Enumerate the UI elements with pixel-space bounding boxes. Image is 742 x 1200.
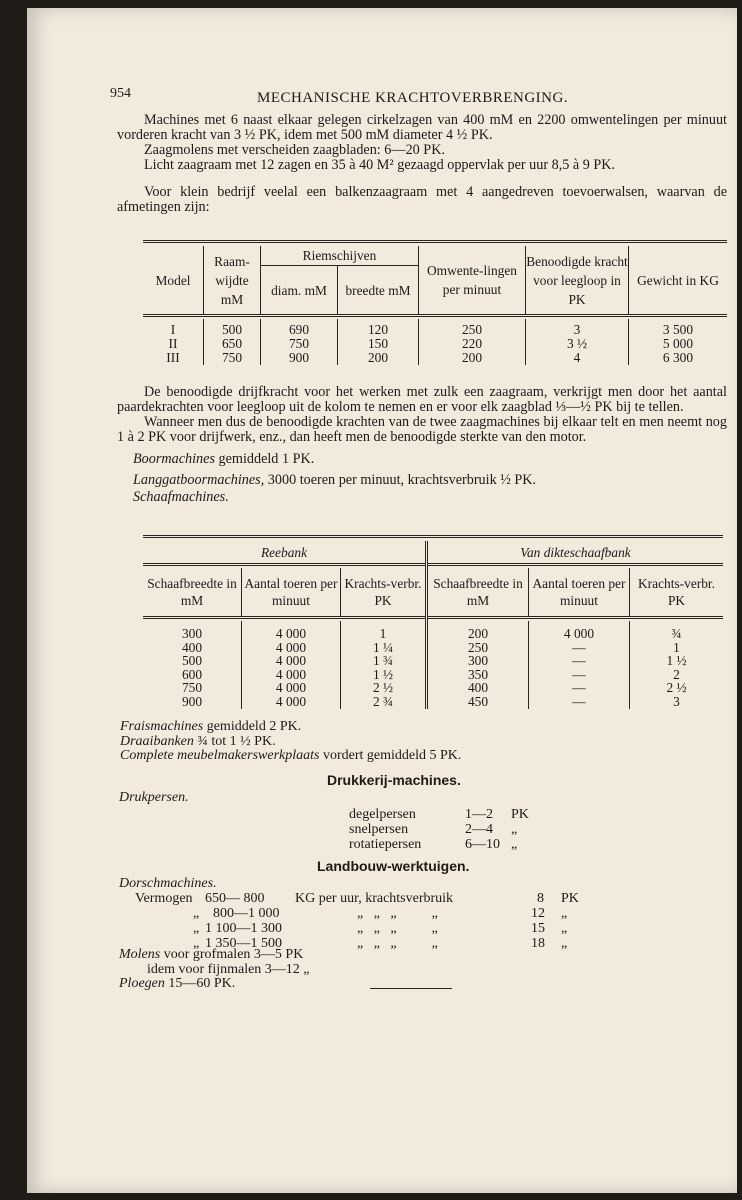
dorsch-range: 650— 800 — [205, 891, 265, 906]
langgat-label: Langgatboormachines, — [133, 472, 265, 488]
cell-diam: 750 — [288, 336, 310, 351]
cell-omw: 200 — [461, 350, 483, 365]
col-header-kracht: Benoodigde kracht voor leegloop in PK — [526, 246, 629, 316]
langgat-text: 3000 toeren per minuut, krachtsverbruik ½ PK. — [264, 472, 537, 488]
drukpersen-label: Drukpersen. — [119, 790, 189, 805]
cell-breedte: 400 — [181, 639, 203, 655]
dorsch-val: 12 — [531, 906, 545, 921]
planer-table — [143, 535, 723, 709]
druk-item-range: 6—10 — [465, 837, 500, 852]
cell-breedte: 200 — [367, 350, 389, 365]
cell-breedte: 300 — [467, 653, 489, 669]
cell-toeren: — — [572, 680, 586, 696]
cell-kracht: 1 ¾ — [372, 653, 394, 669]
dorsch-pre: „ — [193, 906, 200, 921]
ploegen-label: Ploegen — [119, 976, 165, 991]
molens-text: voor grofmalen 3—5 PK — [160, 947, 304, 962]
cell-kracht: 1 ¼ — [372, 639, 394, 655]
cell-raam: 500 — [221, 322, 243, 337]
cell-breedte: 900 — [181, 693, 203, 709]
running-header: MECHANISCHE KRACHTOVERBRENGING. — [257, 90, 569, 106]
cell-kracht: 2 ½ — [372, 680, 394, 696]
cell-omw: 250 — [461, 322, 483, 337]
col-header-omwentelingen: Omwente-lingen per minuut — [419, 246, 526, 316]
cell-breedte: 400 — [467, 680, 489, 696]
cell-diam: 900 — [288, 350, 310, 365]
druk-item-name: rotatiepersen — [349, 837, 422, 852]
idem-line: idem voor fijnmalen 3—12 „ — [147, 961, 310, 977]
middle-paragraph-1: De benoodigde drijfkracht voor het werken met zulk een zaagraam, verkrijgt men door het aantal paardekrachten voor leegloop uit de kolom te nemen en er voor elk zaagblad ⅓—½ PK bij te tellen. — [117, 384, 727, 415]
book-page — [27, 8, 737, 1193]
cell-toeren: 4 000 — [275, 653, 307, 669]
cell-gewicht: 5 000 — [662, 336, 694, 351]
cell-toeren: — — [572, 693, 586, 709]
meubel-text: vordert gemiddeld 5 PK. — [319, 748, 462, 763]
schaafmachines-label: Schaafmachines. — [133, 489, 229, 505]
table-row — [143, 621, 723, 709]
cell-raam: 650 — [221, 336, 243, 351]
col-header-gewicht: Gewicht in KG — [629, 246, 728, 316]
dorsch-val: 15 — [531, 921, 545, 936]
draai-label: Draaibanken — [120, 733, 194, 749]
intro-paragraph-1: Machines met 6 naast elkaar gelegen cirkelzagen van 400 mM en 2200 omwentelingen per minuut vorderen kracht van 3 ½ PK, idem met 500 mM diameter 4 ½ PK. — [117, 112, 727, 143]
dorsch-mid: „ „ „ „ — [357, 936, 438, 951]
meubel-label: Complete meubelmakerswerkplaats — [120, 748, 320, 763]
draai-text: ¾ tot 1 ½ PK. — [193, 733, 276, 749]
druk-item-unit: „ — [511, 822, 518, 837]
ploegen-line — [119, 977, 519, 992]
cell-breedte: 450 — [467, 693, 489, 709]
cell-kracht: ¾ — [671, 626, 682, 641]
col-header-toeren: Aantal toeren per minuut — [529, 568, 630, 618]
cell-kracht: 3 — [673, 693, 680, 709]
frais-line — [120, 720, 720, 735]
group-header-dikteschaafbank: Van dikteschaafbank — [427, 541, 724, 565]
col-header-toeren: Aantal toeren per minuut — [242, 568, 341, 618]
cell-breedte: 300 — [181, 626, 203, 641]
langgat-line — [117, 473, 727, 488]
frais-text: gemiddeld 2 PK. — [203, 719, 302, 734]
drukkerij-heading: Drukkerij-machines. — [327, 772, 461, 788]
cell-toeren: 4 000 — [275, 693, 307, 709]
cell-kracht: 1 ½ — [372, 666, 394, 682]
dorsch-unit: „ — [561, 906, 568, 921]
druk-item-name: degelpersen — [349, 807, 416, 822]
ploegen-text: 15—60 PK. — [164, 976, 236, 991]
dorsch-unit: PK — [561, 891, 579, 906]
cell-model: II — [168, 336, 178, 351]
table-row — [143, 319, 727, 365]
landbouw-heading: Landbouw-werktuigen. — [317, 858, 470, 874]
druk-item-unit: „ — [511, 837, 518, 852]
col-header-kracht: Krachts-verbr. PK — [630, 568, 724, 618]
dorsch-val: 8 — [537, 891, 544, 906]
cell-toeren: — — [572, 653, 586, 669]
cell-omw: 220 — [461, 336, 483, 351]
dorsch-unit: „ — [561, 936, 568, 951]
cell-diam: 690 — [288, 322, 310, 337]
molens-block — [119, 948, 519, 992]
col-header-breedte: breedte mM — [338, 266, 419, 316]
cell-breedte: 150 — [367, 336, 389, 351]
dorsch-range: 1 350—1 500 — [205, 936, 282, 951]
cell-toeren: 4 000 — [275, 626, 307, 641]
druk-item-range: 2—4 — [465, 822, 493, 837]
saw-frame-table — [143, 240, 727, 365]
dorsch-unit: „ — [561, 921, 568, 936]
dorsch-pre: „ — [193, 936, 200, 951]
druk-list — [349, 808, 589, 858]
intro-text — [117, 113, 727, 215]
cell-breedte: 250 — [467, 639, 489, 655]
druk-item-name: snelpersen — [349, 822, 409, 837]
after-text — [120, 720, 720, 764]
intro-paragraph-2: Zaagmolens met verscheiden zaagbladen: 6—20 PK. — [144, 142, 445, 158]
cell-kracht: 2 ½ — [666, 680, 687, 696]
page-number: 954 — [110, 86, 131, 101]
druk-item-range: 1—2 — [465, 807, 493, 822]
cell-breedte: 200 — [467, 626, 489, 641]
boormachines-label: Boormachines — [133, 451, 215, 467]
boormachines-line — [117, 452, 727, 467]
cell-kracht: 2 ¾ — [372, 693, 394, 709]
col-header-diam: diam. mM — [261, 266, 338, 316]
molens-line — [119, 948, 519, 963]
cell-breedte: 500 — [181, 653, 203, 669]
cell-toeren: 4 000 — [563, 626, 595, 641]
intro-paragraph-4: Voor klein bedrijf veelal een balkenzaagraam met 4 aangedreven toevoerwalsen, waarvan de afmetingen zijn: — [117, 184, 727, 215]
col-header-riemschijven: Riemschijven — [261, 246, 419, 266]
cell-gewicht: 6 300 — [662, 350, 694, 365]
cell-kracht: 3 ½ — [566, 336, 588, 351]
cell-raam: 750 — [221, 350, 243, 365]
dorsch-mid: „ „ „ „ — [357, 906, 438, 921]
draai-line — [120, 735, 720, 750]
dorsch-mid: „ „ „ „ — [357, 921, 438, 936]
dorsch-pre: Vermogen — [135, 891, 193, 906]
dorschmachines-label: Dorschmachines. — [119, 876, 217, 891]
group-header-reebank: Reebank — [260, 544, 308, 560]
cell-kracht: 1 ½ — [666, 653, 687, 669]
dorsch-pre: „ — [193, 921, 200, 936]
cell-kracht: 2 — [673, 666, 680, 682]
col-header-schaafbreedte: Schaafbreedte in mM — [147, 576, 237, 608]
cell-breedte: 600 — [181, 666, 203, 682]
end-rule — [370, 988, 452, 989]
druk-item-unit: PK — [511, 807, 529, 822]
cell-gewicht: 3 500 — [662, 322, 694, 337]
cell-model: I — [170, 322, 176, 337]
cell-kracht: 3 — [573, 322, 581, 337]
dorsch-range: 1 100—1 300 — [205, 921, 282, 936]
cell-breedte: 350 — [467, 666, 489, 682]
cell-toeren: 4 000 — [275, 666, 307, 682]
dorsch-mid: KG per uur, krachtsverbruik — [295, 891, 454, 906]
col-header-model: Model — [155, 272, 191, 288]
cell-kracht: 1 — [379, 626, 387, 641]
meubel-line — [120, 749, 720, 764]
frais-label: Fraismachines — [120, 719, 204, 734]
middle-paragraph-2: Wanneer men dus de benoodigde krachten van de twee zaagmachines bij elkaar telt en men neemt nog 1 à 2 PK voor drijfwerk, enz., dan heeft men de benoodigde sterkte van den motor. — [117, 414, 727, 445]
cell-toeren: — — [572, 639, 586, 655]
cell-model: III — [166, 350, 180, 365]
cell-toeren: 4 000 — [275, 639, 307, 655]
col-header-raamwijdte: Raam-wijdte mM — [204, 246, 261, 316]
dorsch-range: 800—1 000 — [213, 906, 280, 921]
boormachines-text: gemiddeld 1 PK. — [214, 451, 315, 467]
cell-kracht: 4 — [573, 350, 581, 365]
cell-toeren: 4 000 — [275, 680, 307, 696]
middle-text — [117, 385, 727, 505]
cell-toeren: — — [572, 666, 586, 682]
dorsch-val: 18 — [531, 936, 545, 951]
molens-label: Molens — [119, 947, 161, 962]
cell-breedte: 120 — [367, 322, 389, 337]
cell-breedte: 750 — [181, 680, 203, 696]
intro-paragraph-3: Licht zaagraam met 12 zagen en 35 à 40 M² gezaagd oppervlak per uur 8,5 à 9 PK. — [144, 157, 616, 173]
cell-kracht: 1 — [673, 639, 680, 655]
col-header-kracht: Krachts-verbr. PK — [341, 568, 427, 618]
col-header-schaafbreedte: Schaafbreedte in mM — [427, 568, 529, 618]
